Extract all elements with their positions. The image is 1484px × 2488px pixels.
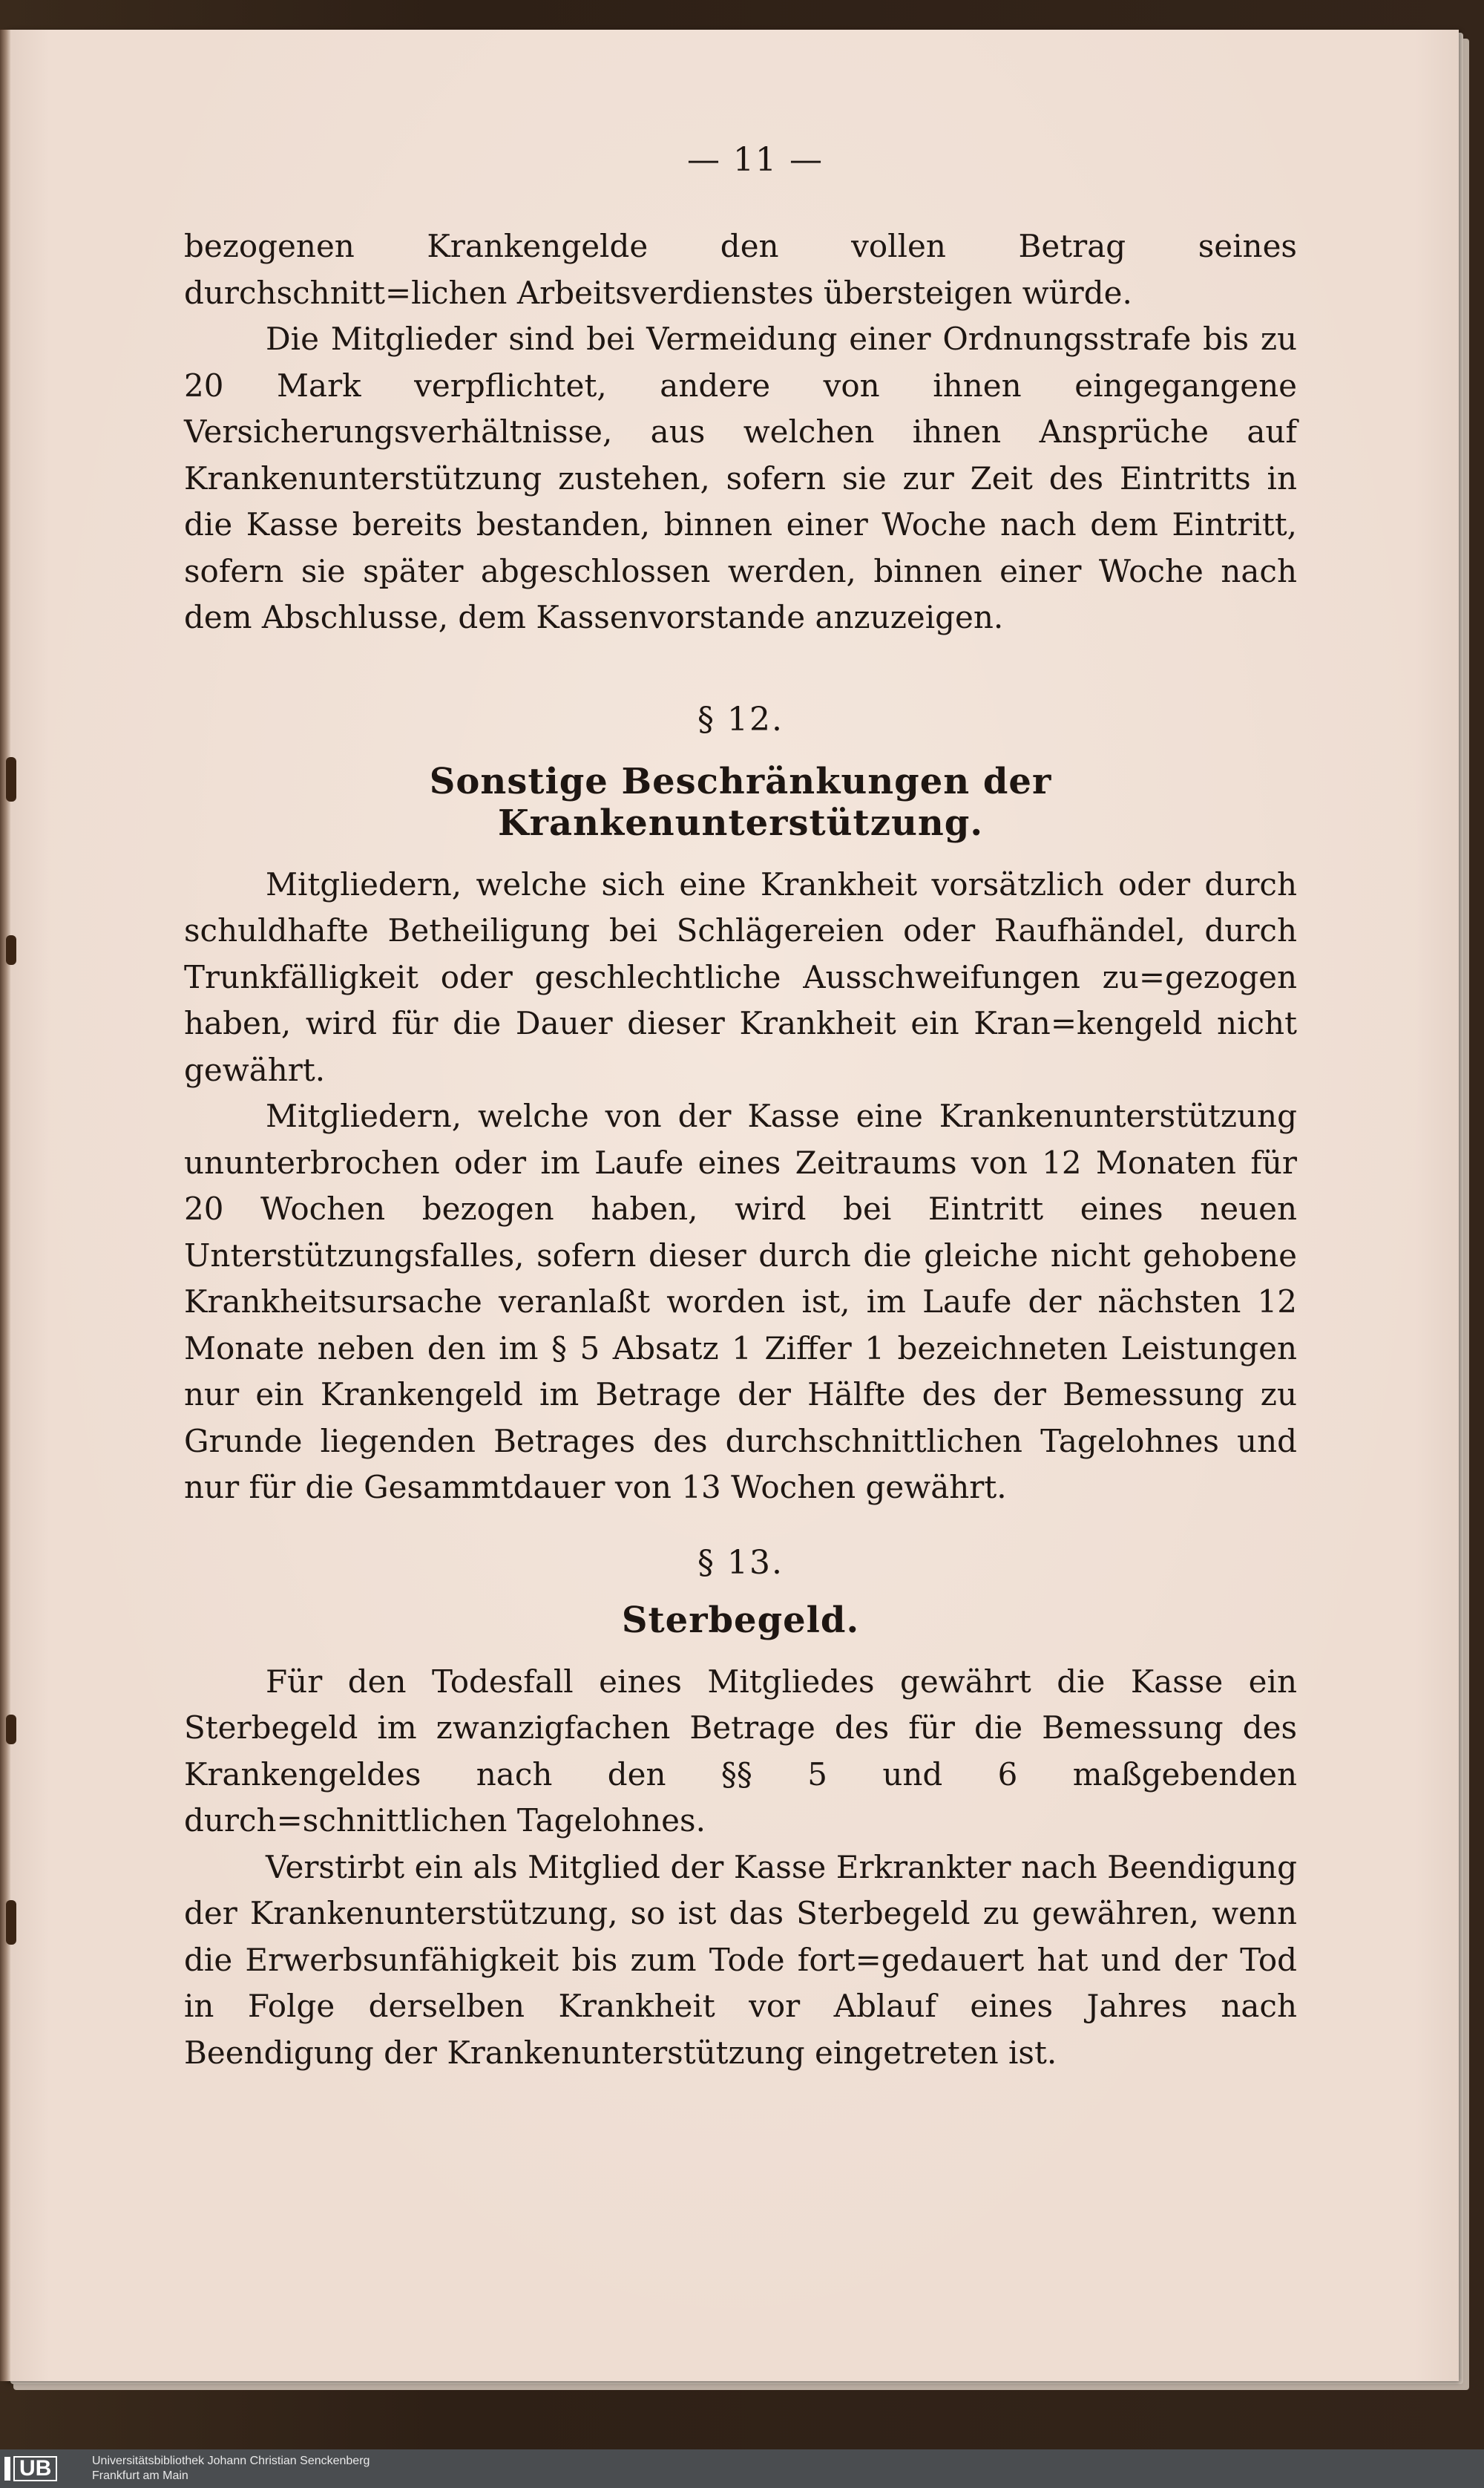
page-number: — 11 — xyxy=(687,141,824,179)
binding-stitch xyxy=(6,935,16,965)
page-text xyxy=(184,141,1297,2076)
institution-city: Frankfurt am Main xyxy=(92,2469,188,2482)
logo-mark: UB xyxy=(13,2456,57,2481)
binding-stitch xyxy=(6,757,16,802)
section-number: § 13. xyxy=(697,1543,784,1582)
binding-stitch xyxy=(6,1715,16,1744)
paragraph: Für den Todesfall eines Mitgliedes gewährt die Kasse ein Sterbegeld im zwanzigfachen Betrage des für die Bemessung des Krankengeldes nach den §§ 5 und 6 maßgebenden durch=schnittlichen Tagelohnes. xyxy=(184,1663,1297,1839)
paragraph: Mitgliedern, welche von der Kasse eine Krankenunterstützung ununterbrochen oder im Laufe eines Zeitraums von 12 Monaten für 20 Wochen bezogen haben, wird bei Eintritt eines neuen Unterstützungsfalles, sofern dieser durch die gleiche nicht gehobene Krankheitsursache veranlaßt worden ist, im Laufe der nächsten 12 Monate neben den im § 5 Absatz 1 Ziffer 1 bezeichneten Leistungen nur ein Krankengeld im Betrage der Hälfte des der Bemessung zu Grunde liegenden Betrages des durchschnittlichen Tagelohnes und nur für die Gesammtdauer von 13 Wochen gewährt. xyxy=(184,1098,1297,1505)
paragraph-members-obligation: Die Mitglieder sind bei Vermeidung einer Ordnungsstrafe bis zu 20 Mark verpflichtet, andere von ihnen eingegangene Versicherungsverhältnisse, aus welchen ihnen Ansprüche auf Krankenunterstützung zustehen, sofern sie zur Zeit des Eintritts in die Kasse bereits bestanden, binnen einer Woche nach dem Eintritt, sofern sie später abgeschlossen werden, binnen einer Woche nach dem Abschlusse, dem Kassenvorstande anzuzeigen. xyxy=(184,321,1297,635)
institution-name: Universitätsbibliothek Johann Christian Senckenberg xyxy=(92,2455,370,2467)
paragraph: Verstirbt ein als Mitglied der Kasse Erkrankter nach Beendigung der Krankenunterstützung, so ist das Sterbegeld zu gewähren, wenn die Erwerbsunfähigkeit bis zum Tode fort=gedauert hat und der Tod in Folge derselben Krankheit vor Ablauf eines Jahres nach Beendigung der Krankenunterstützung eingetreten ist. xyxy=(184,1848,1297,2071)
footer-credit xyxy=(92,2454,370,2484)
paragraph: Mitgliedern, welche sich eine Krankheit vorsätzlich oder durch schuldhafte Betheiligung bei Schlägereien oder Raufhändel, durch Trunkfälligkeit oder geschlechtliche Ausschweifungen zu=gezogen haben, wird für die Dauer dieser Krankheit ein Kran=kengeld nicht gewährt. xyxy=(184,865,1297,1088)
binding-stitch xyxy=(6,1900,16,1945)
paragraph-continuation: bezogenen Krankengelde den vollen Betrag seines durchschnitt=lichen Arbeitsverdienstes übersteigen würde. xyxy=(184,228,1297,311)
binding-edge xyxy=(0,30,10,2381)
section-number: § 12. xyxy=(697,700,784,739)
library-logo xyxy=(4,2455,82,2482)
section-title: Sonstige Beschränkungen der Krankenunterstützung. xyxy=(429,760,1052,844)
logo-bar xyxy=(4,2457,10,2481)
section-title: Sterbegeld. xyxy=(621,1599,860,1641)
